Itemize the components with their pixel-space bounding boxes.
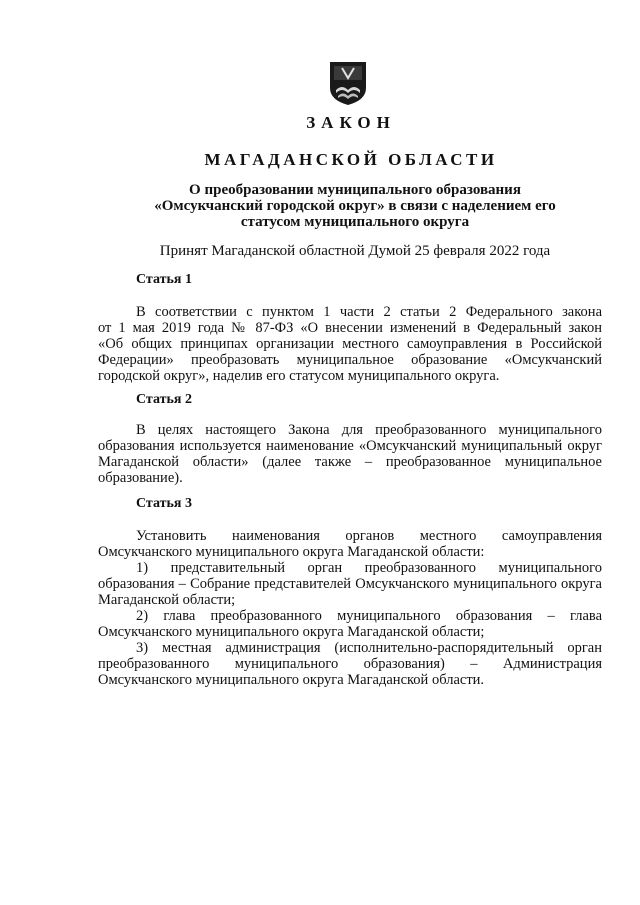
text-line: 2) глава преобразованного муниципального образования – глава (136, 608, 602, 624)
text-line: Установить наименования органов местного самоуправления (136, 528, 602, 544)
law-title-line: О преобразовании муниципального образования (189, 182, 521, 198)
article-2-heading: Статья 2 (136, 392, 192, 407)
text-line: 3) местная администрация (исполнительно-распорядительный орган (136, 640, 602, 656)
article-2-paragraph (98, 422, 602, 486)
text-line: городской округ», наделив его статусом муниципального округа. (98, 368, 500, 384)
adoption-note: Принят Магаданской областной Думой 25 февраля 2022 года (159, 243, 551, 259)
text-line: В целях настоящего Закона для преобразованного муниципального (136, 422, 602, 438)
article-1-paragraph (98, 304, 602, 384)
article-1-heading: Статья 1 (136, 272, 192, 287)
text-line: преобразованного муниципального образования) – Администрация (98, 656, 602, 672)
article-3-heading: Статья 3 (136, 496, 192, 511)
text-line: образования – Собрание представителей Омсукчанского муниципального округа (98, 576, 602, 592)
text-line: образования используется наименование «Омсукчанский муниципальный округ (98, 438, 602, 454)
text-line: образование). (98, 470, 183, 486)
text-line: В соответствии с пунктом 1 части 2 статьи 2 Федерального закона (136, 304, 602, 320)
coat-of-arms-icon (328, 60, 368, 106)
text-line: 1) представительный орган преобразованного муниципального (136, 560, 602, 576)
text-line: «Об общих принципах организации местного самоуправления в Российской (98, 336, 602, 352)
law-title-line: статусом муниципального округа (240, 214, 470, 230)
article-3-body (98, 528, 602, 688)
region-heading: МАГАДАНСКОЙ ОБЛАСТИ (204, 150, 498, 169)
text-line: от 1 мая 2019 года № 87-ФЗ «О внесении изменений в Федеральный закон (98, 320, 602, 336)
text-line: Федерации» преобразовать муниципальное образование «Омсукчанский (98, 352, 602, 368)
text-line: Омсукчанского муниципального округа Магаданской области: (98, 544, 485, 560)
text-line: Магаданской области; (98, 592, 236, 608)
text-line: Омсукчанского муниципального округа Магаданской области. (98, 672, 485, 688)
text-line: Магаданской области» (далее также – преобразованное муниципальное (98, 454, 602, 470)
law-title-line: «Омсукчанский городской округ» в связи с наделением его (154, 198, 556, 214)
law-title (100, 182, 610, 230)
law-heading: ЗАКОН (306, 113, 396, 132)
text-line: Омсукчанского муниципального округа Магаданской области; (98, 624, 485, 640)
